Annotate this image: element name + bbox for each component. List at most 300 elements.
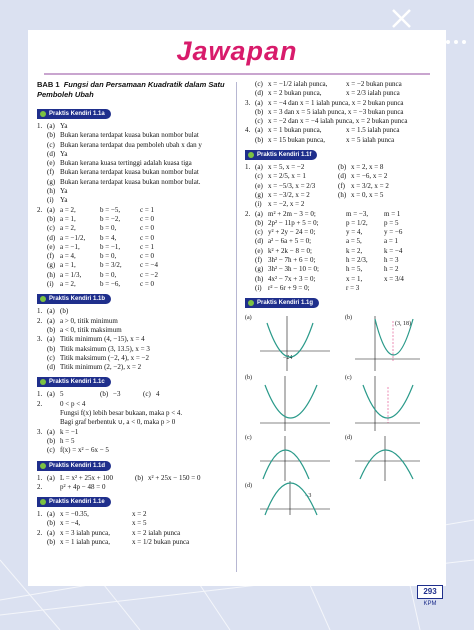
answer-cell	[245, 182, 255, 191]
answers-1-1a	[37, 122, 227, 206]
answer-cell	[113, 428, 143, 437]
answer-cell	[100, 418, 113, 427]
answer-cell: c = 0	[140, 214, 155, 223]
answer-cell	[37, 354, 47, 363]
answer-line	[37, 519, 227, 528]
answer-line	[37, 510, 227, 519]
publisher-mark: KPM	[423, 601, 437, 607]
answer-cell: x = 1 bukan punca,	[268, 126, 322, 135]
answer-line	[37, 390, 227, 399]
answers-1-1e-cont	[245, 80, 430, 145]
answer-cell: (i)	[47, 280, 54, 289]
answer-cell: (a)	[47, 390, 55, 399]
answer-cell: 0 < p < 4	[60, 399, 86, 408]
title-underline	[44, 73, 430, 75]
answer-cell: x = 5 ialah punca	[346, 135, 395, 144]
answer-cell: Bukan kerana terdapat kuasa bukan nombor bulat	[60, 168, 199, 177]
answer-cell	[37, 345, 47, 354]
answer-cell	[37, 271, 47, 280]
answer-cell	[100, 409, 113, 418]
answer-cell: a = 1,	[60, 261, 76, 270]
answer-cell	[37, 224, 47, 233]
answer-line	[37, 271, 227, 280]
answer-line	[245, 126, 430, 135]
answer-line	[37, 187, 227, 196]
answer-cell	[37, 326, 47, 335]
answer-cell: (g)	[47, 261, 56, 270]
answer-cell: k = −1	[60, 427, 79, 436]
answer-cell: y = −6	[384, 228, 403, 237]
answer-cell	[245, 200, 255, 209]
answer-cell	[37, 418, 47, 427]
answer-cell: x = −3/2, x = 2	[268, 190, 310, 199]
answer-cell: a = −1,	[60, 242, 80, 251]
answer-cell: 2.	[37, 316, 43, 325]
answer-line	[37, 446, 227, 455]
answer-cell	[37, 159, 47, 168]
answer-cell: x = 1/2 bukan punca	[132, 537, 190, 546]
answer-cell: 2.	[37, 205, 43, 214]
answer-cell: 5	[60, 390, 64, 399]
answer-cell: 2.	[37, 399, 43, 408]
leaf-icon	[248, 300, 254, 306]
answer-cell: b = 0,	[100, 252, 117, 261]
answer-cell: (b)	[47, 131, 56, 140]
answer-cell	[113, 418, 143, 427]
graph-label-a2: (b)	[345, 315, 352, 322]
answer-cell: a = 2,	[60, 205, 76, 214]
answer-cell	[143, 437, 156, 446]
answer-cell: (a)	[47, 122, 55, 130]
answer-cell: 1.	[37, 307, 43, 316]
answer-line	[37, 409, 227, 418]
answer-cell: 4.	[245, 126, 251, 135]
answer-line	[245, 200, 430, 209]
answer-line	[245, 210, 430, 219]
answer-cell: a = 5,	[346, 237, 362, 246]
answer-cell: 1.	[37, 390, 43, 399]
answer-cell: (f)	[255, 256, 262, 265]
answer-line	[37, 326, 227, 335]
answer-cell: (h)	[47, 187, 56, 196]
answers-1-1f	[245, 163, 430, 209]
answer-cell: (i)	[255, 283, 262, 292]
answer-cell: (c)	[47, 140, 55, 149]
answer-cell	[37, 215, 47, 224]
section-banner-1-1f: Praktis Kendiri 1.1f	[245, 150, 317, 160]
answers-1-1e	[37, 510, 227, 547]
answer-line	[245, 247, 430, 256]
answer-line	[37, 261, 227, 270]
answer-cell: x = −0.35,	[60, 510, 89, 519]
answer-cell: (f)	[47, 252, 54, 261]
answer-line	[37, 215, 227, 224]
answer-cell: (c)	[255, 172, 263, 181]
answer-cell: (a)	[255, 209, 263, 218]
answer-cell: p = 5	[384, 218, 399, 227]
answer-cell: x² + 25x − 150 = 0	[148, 473, 201, 482]
section-banner-1-1a: Praktis Kendiri 1.1a	[37, 109, 111, 119]
answer-line	[37, 234, 227, 243]
answer-line	[37, 400, 227, 409]
answers-1-1b	[37, 307, 227, 372]
answer-cell: x = −2 bukan punca	[346, 80, 402, 88]
answer-cell: x = −1/2 ialah punca,	[268, 80, 328, 88]
answer-cell: (a)	[255, 98, 263, 107]
answer-cell	[245, 219, 255, 228]
answer-cell: p² + 4p − 48 = 0	[60, 482, 106, 491]
answer-cell: x = −2, x = 2	[268, 200, 305, 209]
answer-cell: Titik minimum (2, −2), x = 2	[60, 363, 142, 372]
answer-cell	[245, 228, 255, 237]
answer-line	[37, 150, 227, 159]
answer-cell: 1.	[37, 473, 43, 482]
answer-cell	[245, 256, 255, 265]
answer-cell	[245, 247, 255, 256]
answer-cell	[143, 409, 156, 418]
answer-line	[245, 89, 430, 98]
answer-cell: (b)	[47, 519, 56, 528]
answer-line	[37, 529, 227, 538]
answer-cell: a = 1/3,	[60, 270, 82, 279]
answer-cell: (a)	[255, 163, 263, 172]
chapter-heading	[37, 80, 227, 100]
parabola-sketches	[245, 311, 430, 516]
chapter-title: Fungsi dan Persamaan Kuadratik dalam Satu Pemboleh Ubah	[37, 80, 225, 99]
answer-cell: x = 1,	[346, 274, 363, 283]
answer-cell	[245, 191, 255, 200]
answer-cell: a > 0, titik minimum	[60, 316, 118, 325]
answer-cell: (a)	[47, 510, 55, 519]
answer-cell: 2.	[245, 209, 251, 218]
answer-cell: b = −5,	[100, 205, 121, 214]
answer-cell: p = 1/2,	[346, 218, 368, 227]
answer-cell	[245, 108, 255, 117]
answer-cell	[37, 178, 47, 187]
answer-cell: (c)	[143, 390, 151, 399]
answer-cell	[47, 400, 60, 409]
answer-cell: x = 3/2, x = 2	[351, 181, 389, 190]
column-divider	[236, 82, 237, 572]
answer-line	[37, 483, 227, 492]
answer-line	[37, 141, 227, 150]
answer-cell: Titik maksimum (−2, 4), x = −2	[60, 353, 149, 362]
answer-cell	[143, 400, 156, 409]
answer-line	[37, 428, 227, 437]
answer-line	[37, 168, 227, 177]
answer-cell: c = 0	[140, 252, 155, 261]
answer-cell: 1.	[37, 510, 43, 519]
answer-cell	[113, 446, 143, 455]
answer-cell: (g)	[47, 177, 56, 186]
answer-cell: (c)	[47, 224, 55, 233]
answer-cell: Ya	[60, 149, 68, 158]
answer-cell: c = 1	[140, 242, 155, 251]
answer-cell	[47, 409, 60, 418]
answer-line	[37, 335, 227, 344]
answer-cell: (b)	[100, 390, 109, 399]
answer-cell: (d)	[255, 89, 264, 98]
answer-line	[37, 224, 227, 233]
answer-cell	[245, 172, 255, 181]
answer-line	[245, 219, 430, 228]
answer-cell	[37, 363, 47, 372]
answer-line	[37, 418, 227, 427]
answer-cell: a = 1,	[60, 214, 76, 223]
answer-cell: (b)	[338, 163, 347, 172]
answer-cell: (b)	[47, 214, 56, 223]
answers-1-1c	[37, 390, 227, 455]
section-banner-1-1b: Praktis Kendiri 1.1b	[37, 294, 111, 304]
answer-cell: c = 0	[140, 280, 155, 289]
answer-cell: Bukan kerana terdapat kuasa bukan nombor bulat.	[60, 177, 201, 186]
section-banner-1-1g: Praktis Kendiri 1.1g	[245, 298, 319, 308]
answer-cell: (d)	[47, 363, 56, 372]
answer-cell: (h)	[338, 190, 347, 199]
answer-cell: (d)	[255, 237, 264, 246]
answer-cell	[245, 265, 255, 274]
right-column	[245, 80, 430, 518]
answer-line	[245, 172, 430, 181]
answer-cell: y = 4,	[346, 228, 363, 237]
answer-line	[245, 237, 430, 246]
answer-cell	[245, 117, 255, 126]
answer-cell: x = 5, x = −2	[268, 163, 305, 172]
answer-cell: c = 0	[140, 224, 155, 233]
answer-cell	[37, 252, 47, 261]
answer-cell	[338, 200, 351, 209]
answer-cell: 2p² − 11p + 5 = 0;	[268, 218, 319, 227]
answer-cell: Bukan kerana kuasa tertinggi adalah kuasa tiga	[60, 159, 192, 168]
answer-line	[37, 317, 227, 326]
answer-cell	[143, 428, 156, 437]
answer-cell	[100, 446, 113, 455]
answer-line	[245, 228, 430, 237]
answer-cell: (d)	[338, 172, 347, 181]
answer-cell: (b)	[135, 473, 144, 482]
answer-line	[37, 354, 227, 363]
answer-cell: b = −1,	[100, 242, 121, 251]
answer-cell: (d)	[47, 233, 56, 242]
answer-line	[245, 99, 430, 108]
answer-cell: x = 3 ialah punca,	[60, 528, 111, 537]
answer-cell: r = 3	[346, 283, 360, 292]
answer-cell: Titik minimum (4, −15), x = 4	[60, 335, 145, 344]
answer-cell: (b)	[60, 307, 69, 316]
answer-cell: Ya	[60, 122, 68, 130]
answer-line	[37, 206, 227, 215]
answer-cell: m² + 2m − 3 = 0;	[268, 209, 316, 218]
answer-cell	[37, 280, 47, 289]
answer-cell: (b)	[47, 325, 56, 334]
answer-cell: a = −1/2,	[60, 233, 86, 242]
answer-cell: c = −4	[140, 261, 159, 270]
answer-cell: r² − 6r + 9 = 0;	[268, 283, 310, 292]
answer-cell: x = 2/3 ialah punca	[346, 89, 400, 98]
answer-cell	[37, 234, 47, 243]
answer-cell: a = 4,	[60, 252, 76, 261]
answer-cell: (i)	[255, 200, 262, 209]
answer-cell: x = 5	[132, 519, 147, 528]
answer-cell	[37, 168, 47, 177]
answer-cell	[37, 243, 47, 252]
answer-cell	[37, 187, 47, 196]
answer-cell: (c)	[47, 353, 55, 362]
chapter-number: BAB 1	[37, 80, 60, 89]
answer-cell: (f)	[47, 168, 54, 177]
answer-cell: 4	[156, 390, 160, 399]
answer-cell: 4x² − 7x + 3 = 0;	[268, 274, 316, 283]
answer-cell: a = 2,	[60, 280, 76, 289]
answer-cell: a = 1	[384, 237, 399, 246]
answer-line	[37, 280, 227, 289]
value-label: −24	[283, 355, 293, 362]
point-label: (3, 18)	[395, 321, 411, 328]
answer-cell: Bagi graf berbentuk ∪, a < 0, maka p > 0	[60, 418, 176, 427]
leaf-icon	[40, 379, 46, 385]
answer-cell	[37, 437, 47, 446]
answer-cell: x = 0, x = 5	[351, 190, 384, 199]
answer-cell	[245, 136, 255, 145]
answers-1-1f-q2	[245, 210, 430, 294]
answer-cell: h = 5	[60, 436, 75, 445]
answer-cell: (e)	[47, 159, 55, 168]
section-banner-1-1c: Praktis Kendiri 1.1c	[37, 377, 111, 387]
graph-label-c2: (c)	[345, 375, 352, 382]
answer-line	[245, 284, 430, 293]
answer-line	[245, 80, 430, 89]
answer-cell: a = 2,	[60, 224, 76, 233]
answer-cell: x = −2 dan x = −4 ialah punca, x = 2 bukan punca	[268, 117, 408, 126]
answer-cell	[113, 409, 143, 418]
answer-cell: Bukan kerana terdapat kuasa bukan nombor bulat	[60, 131, 199, 140]
answer-line	[37, 196, 227, 205]
answer-cell: −3	[113, 390, 121, 399]
answer-line	[37, 243, 227, 252]
answer-cell: (a)	[47, 307, 55, 316]
answer-line	[245, 265, 430, 274]
answer-line	[245, 275, 430, 284]
answer-cell: a < 0, titik maksimum	[60, 325, 122, 334]
answer-cell: h = 2	[384, 265, 399, 274]
section-banner-1-1e: Praktis Kendiri 1.1e	[37, 497, 111, 507]
answer-cell: (g)	[255, 265, 264, 274]
answer-line	[245, 256, 430, 265]
answer-cell: (c)	[255, 228, 263, 237]
answer-cell	[47, 418, 60, 427]
answer-cell: x = 1.5 ialah punca	[346, 126, 400, 135]
answer-cell: (a)	[47, 473, 55, 482]
answer-cell: (b)	[255, 107, 264, 116]
answer-line	[37, 538, 227, 547]
answer-line	[37, 474, 227, 483]
answer-cell: (c)	[255, 117, 263, 126]
answer-cell: b = 0,	[100, 224, 117, 233]
answer-cell: b = −2,	[100, 214, 121, 223]
answer-cell: 3h² − 7h + 6 = 0;	[268, 256, 316, 265]
answer-cell	[100, 437, 113, 446]
answer-cell	[245, 237, 255, 246]
answer-cell: 3.	[37, 427, 43, 436]
answer-cell: h = 2/3,	[346, 256, 368, 265]
leaf-icon	[40, 296, 46, 302]
answer-cell	[37, 261, 47, 270]
answer-line	[37, 437, 227, 446]
answer-cell	[37, 446, 47, 455]
answer-cell	[47, 483, 60, 492]
answer-cell: h = 5,	[346, 265, 363, 274]
answer-cell: x = −5/3, x = 2/3	[268, 181, 316, 190]
answer-cell: m = 1	[384, 209, 401, 218]
answer-cell: Fungsi f(x) lebih besar bukaan, maka p < 4.	[60, 409, 183, 418]
answer-line	[245, 191, 430, 200]
answer-cell: (a)	[47, 335, 55, 344]
answer-cell: x = −6, x = 2	[351, 172, 388, 181]
answer-cell: (d)	[47, 149, 56, 158]
leaf-icon	[40, 111, 46, 117]
answer-cell: m = −3,	[346, 209, 369, 218]
answer-cell: (i)	[47, 196, 54, 205]
answer-cell: (e)	[255, 246, 263, 255]
answer-cell	[37, 150, 47, 159]
answer-cell	[37, 141, 47, 150]
page-title: Jawapan	[176, 36, 298, 66]
answer-line	[245, 163, 430, 172]
answer-cell: (b)	[47, 537, 56, 546]
answer-line	[37, 122, 227, 131]
answer-cell: x = 2 bukan punca,	[268, 89, 322, 98]
answer-cell: x = −4,	[60, 519, 81, 528]
answer-cell: (e)	[255, 181, 263, 190]
answer-cell: x = −4 dan x = 1 ialah punca, x = 2 bukan punca	[268, 98, 404, 107]
answer-cell: a² − 6a + 5 = 0;	[268, 237, 312, 246]
leaf-icon	[40, 499, 46, 505]
answer-cell: b = −6,	[100, 280, 121, 289]
answer-cell: x = 2	[132, 510, 147, 519]
graph-label-c: (c)	[245, 435, 252, 442]
answer-cell: x = 2/5, x = 1	[268, 172, 306, 181]
answer-cell: b = 3/2,	[100, 261, 122, 270]
answer-cell	[37, 131, 47, 140]
answer-cell: Titik maksimum (3, 13.5), x = 3	[60, 344, 150, 353]
answer-cell	[113, 400, 143, 409]
answer-cell: L = x² + 25x + 100	[60, 473, 113, 482]
leaf-icon	[40, 463, 46, 469]
answer-line	[37, 159, 227, 168]
answer-cell	[37, 519, 47, 528]
answer-cell: x = 2 ialah punca	[132, 528, 181, 537]
graph-label-a: (a)	[245, 315, 252, 322]
answer-cell: 3.	[245, 98, 251, 107]
answer-cell	[135, 483, 148, 492]
answer-cell: (a)	[255, 126, 263, 135]
answer-line	[37, 307, 227, 316]
answer-cell: Bukan kerana terdapat dua pemboleh ubah x dan y	[60, 140, 202, 149]
answer-cell: f(x) = x² − 6x − 5	[60, 446, 109, 455]
answer-cell: 1.	[37, 122, 43, 130]
answer-cell	[143, 446, 156, 455]
answer-line	[37, 345, 227, 354]
answer-cell: x = 3/4	[384, 274, 404, 283]
answers-1-1d	[37, 474, 227, 493]
answer-cell: y² + 2y − 24 = 0;	[268, 228, 316, 237]
answer-cell: b = 0,	[100, 270, 117, 279]
section-banner-1-1d: Praktis Kendiri 1.1d	[37, 461, 111, 471]
answer-cell	[245, 275, 255, 284]
answer-cell: (a)	[47, 316, 55, 325]
leaf-icon	[248, 152, 254, 158]
answer-line	[37, 178, 227, 187]
